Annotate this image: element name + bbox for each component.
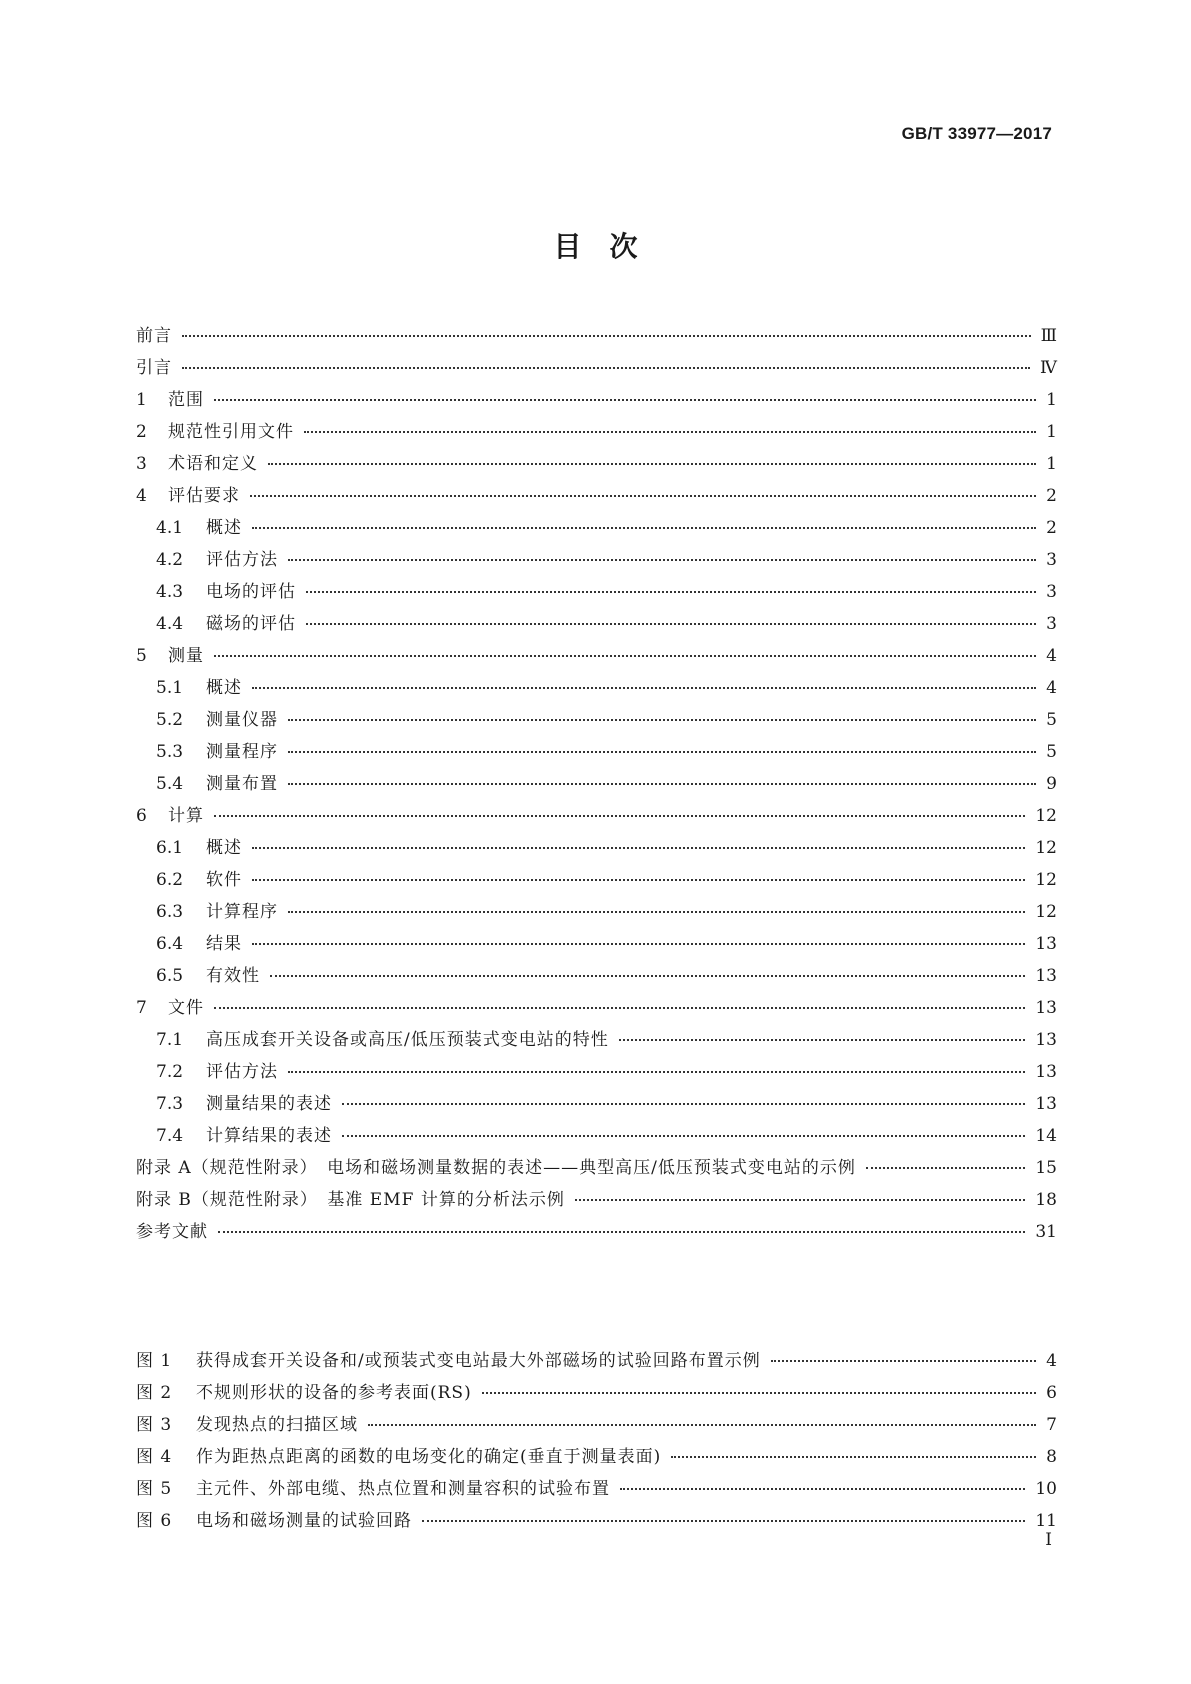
figure-entry[interactable] <box>136 1473 1057 1505</box>
standard-number: GB/T 33977—2017 <box>901 124 1052 143</box>
toc-entry-label: 有效性 <box>206 966 260 986</box>
toc-entry-page: 31 <box>1035 1222 1057 1242</box>
toc-entry-label: 磁场的评估 <box>206 614 296 634</box>
dot-leader <box>288 718 1036 721</box>
toc-entry-label: 测量仪器 <box>206 710 278 730</box>
toc-entry-label: 概述 <box>206 678 242 698</box>
dot-leader <box>288 910 1025 913</box>
dot-leader <box>252 942 1025 945</box>
toc-entry-number: 5.1 <box>156 678 184 698</box>
toc-entry-label: 评估要求 <box>168 486 240 506</box>
toc-entry[interactable] <box>136 1184 1057 1216</box>
toc-entry-label: 测量 <box>168 646 204 666</box>
toc-entry-page: 3 <box>1046 614 1057 634</box>
figure-entry-page: 8 <box>1046 1447 1057 1467</box>
dot-leader <box>368 1423 1036 1426</box>
dot-leader <box>214 654 1036 657</box>
figure-entry-label: 获得成套开关设备和/或预装式变电站最大外部磁场的试验回路布置示例 <box>196 1351 761 1371</box>
toc-entry-label: 概述 <box>206 518 242 538</box>
toc-entry-page: 15 <box>1035 1158 1057 1178</box>
figure-entry-number: 图 2 <box>136 1383 173 1403</box>
toc-entry-page: 13 <box>1035 1062 1057 1082</box>
dot-leader <box>306 590 1036 593</box>
toc-entry-page: 3 <box>1046 550 1057 570</box>
toc-entry[interactable] <box>136 928 1057 960</box>
toc-entry-label: 计算程序 <box>206 902 278 922</box>
dot-leader <box>252 526 1036 529</box>
figure-entry[interactable] <box>136 1409 1057 1441</box>
toc-entry[interactable] <box>136 448 1057 480</box>
toc-entry-label: 评估方法 <box>206 1062 278 1082</box>
toc-entry[interactable] <box>136 544 1057 576</box>
figure-entry-number: 图 1 <box>136 1351 173 1371</box>
toc-entry-label: 引言 <box>136 358 172 378</box>
toc-entry-page: 2 <box>1046 486 1057 506</box>
toc-entry-number: 5.4 <box>156 774 184 794</box>
toc-entry-label: 计算 <box>168 806 204 826</box>
toc-entry-page: 2 <box>1046 518 1057 538</box>
toc-entry-number: 5.2 <box>156 710 184 730</box>
toc-entry-page: 12 <box>1035 806 1057 826</box>
toc-entry-number: 4 <box>136 486 147 506</box>
figure-entry[interactable] <box>136 1441 1057 1473</box>
toc-entry-page: 1 <box>1046 390 1057 410</box>
dot-leader <box>218 1230 1025 1233</box>
dot-leader <box>482 1391 1036 1394</box>
dot-leader <box>268 462 1036 465</box>
dot-leader <box>422 1519 1025 1522</box>
toc-entry[interactable] <box>136 384 1057 416</box>
toc-entry-number: 6 <box>136 806 147 826</box>
toc-entry-label: 软件 <box>206 870 242 890</box>
toc-entry-page: Ⅳ <box>1040 358 1057 378</box>
toc-entry-label: 术语和定义 <box>168 454 258 474</box>
toc-entry-number: 2 <box>136 422 147 442</box>
toc-entry-number: 6.1 <box>156 838 184 858</box>
toc-entry[interactable] <box>136 896 1057 928</box>
toc-entry-number: 7.2 <box>156 1062 184 1082</box>
figure-entry[interactable] <box>136 1345 1057 1377</box>
toc-entry-number: 4.3 <box>156 582 184 602</box>
dot-leader <box>342 1102 1025 1105</box>
toc-entry-page: 12 <box>1035 902 1057 922</box>
figure-entry-page: 6 <box>1046 1383 1057 1403</box>
toc-entry[interactable] <box>136 608 1057 640</box>
figure-entry-label: 主元件、外部电缆、热点位置和测量容积的试验布置 <box>196 1479 610 1499</box>
toc-entry-page: 4 <box>1046 646 1057 666</box>
dot-leader <box>252 878 1025 881</box>
toc-entry-page: 12 <box>1035 838 1057 858</box>
figure-entry-label: 电场和磁场测量的试验回路 <box>196 1511 412 1531</box>
dot-leader <box>288 1070 1025 1073</box>
toc-entry[interactable] <box>136 832 1057 864</box>
table-of-contents <box>136 320 1057 1248</box>
toc-entry-number: 4.4 <box>156 614 184 634</box>
figure-entry-page: 10 <box>1035 1479 1057 1499</box>
toc-entry-number: 5.3 <box>156 742 184 762</box>
toc-entry[interactable] <box>136 864 1057 896</box>
toc-entry-page: 13 <box>1035 934 1057 954</box>
dot-leader <box>214 398 1036 401</box>
toc-entry[interactable] <box>136 960 1057 992</box>
toc-entry[interactable] <box>136 1216 1057 1248</box>
dot-leader <box>866 1166 1025 1169</box>
figure-entry-page: 11 <box>1035 1511 1057 1531</box>
toc-entry-label: 参考文献 <box>136 1222 208 1242</box>
dot-leader <box>671 1455 1036 1458</box>
toc-entry-label: 附录 A（规范性附录） 电场和磁场测量数据的表述——典型高压/低压预装式变电站的示例 <box>136 1158 856 1178</box>
toc-entry-page: 5 <box>1046 710 1057 730</box>
toc-entry[interactable] <box>136 320 1057 352</box>
figure-entry-number: 图 6 <box>136 1511 173 1531</box>
dot-leader <box>619 1038 1026 1041</box>
dot-leader <box>304 430 1036 433</box>
toc-entry-label: 规范性引用文件 <box>168 422 294 442</box>
toc-entry-number: 6.4 <box>156 934 184 954</box>
toc-entry-number: 7.3 <box>156 1094 184 1114</box>
toc-entry-label: 测量程序 <box>206 742 278 762</box>
toc-entry-page: 12 <box>1035 870 1057 890</box>
toc-entry[interactable] <box>136 352 1057 384</box>
figure-entry[interactable] <box>136 1377 1057 1409</box>
dot-leader <box>288 750 1036 753</box>
toc-entry-number: 6.5 <box>156 966 184 986</box>
figure-entry[interactable] <box>136 1505 1057 1537</box>
page-number: I <box>1045 1530 1052 1550</box>
figure-entry-label: 不规则形状的设备的参考表面(RS) <box>196 1383 472 1403</box>
toc-entry-number: 7.1 <box>156 1030 184 1050</box>
toc-entry-number: 6.2 <box>156 870 184 890</box>
toc-entry[interactable] <box>136 416 1057 448</box>
toc-entry[interactable] <box>136 704 1057 736</box>
toc-entry-page: 9 <box>1046 774 1057 794</box>
toc-entry[interactable] <box>136 992 1057 1024</box>
toc-entry-label: 测量结果的表述 <box>206 1094 332 1114</box>
dot-leader <box>182 334 1031 337</box>
toc-entry-label: 高压成套开关设备或高压/低压预装式变电站的特性 <box>206 1030 609 1050</box>
dot-leader <box>250 494 1036 497</box>
dot-leader <box>214 814 1025 817</box>
toc-entry-page: 13 <box>1035 966 1057 986</box>
figure-entry-page: 4 <box>1046 1351 1057 1371</box>
toc-entry-number: 6.3 <box>156 902 184 922</box>
toc-entry-label: 电场的评估 <box>206 582 296 602</box>
toc-entry-number: 3 <box>136 454 147 474</box>
toc-entry-label: 计算结果的表述 <box>206 1126 332 1146</box>
toc-entry[interactable] <box>136 640 1057 672</box>
toc-entry-number: 4.2 <box>156 550 184 570</box>
toc-entry-label: 前言 <box>136 326 172 346</box>
figure-entry-label: 发现热点的扫描区域 <box>196 1415 358 1435</box>
toc-entry-page: 1 <box>1046 454 1057 474</box>
toc-entry[interactable] <box>136 800 1057 832</box>
toc-entry-label: 测量布置 <box>206 774 278 794</box>
toc-entry-label: 评估方法 <box>206 550 278 570</box>
figure-entry-label: 作为距热点距离的函数的电场变化的确定(垂直于测量表面) <box>196 1447 662 1467</box>
toc-entry-number: 4.1 <box>156 518 184 538</box>
figure-entry-page: 7 <box>1046 1415 1057 1435</box>
toc-entry-page: 4 <box>1046 678 1057 698</box>
toc-entry-page: 3 <box>1046 582 1057 602</box>
dot-leader <box>575 1198 1026 1201</box>
toc-entry-label: 结果 <box>206 934 242 954</box>
toc-entry-page: 1 <box>1046 422 1057 442</box>
figure-entry-number: 图 4 <box>136 1447 173 1467</box>
page-title: 目 次 <box>553 230 638 263</box>
toc-entry-label: 文件 <box>168 998 204 1018</box>
toc-entry[interactable] <box>136 768 1057 800</box>
toc-entry-page: 5 <box>1046 742 1057 762</box>
toc-entry-page: 14 <box>1035 1126 1057 1146</box>
toc-entry-page: Ⅲ <box>1040 326 1057 346</box>
dot-leader <box>620 1487 1025 1490</box>
toc-entry-page: 18 <box>1035 1190 1057 1210</box>
toc-entry-label: 范围 <box>168 390 204 410</box>
toc-entry[interactable] <box>136 1056 1057 1088</box>
dot-leader <box>288 558 1036 561</box>
toc-entry-number: 7 <box>136 998 147 1018</box>
toc-entry-number: 5 <box>136 646 147 666</box>
toc-entry-label: 概述 <box>206 838 242 858</box>
toc-entry[interactable] <box>136 1120 1057 1152</box>
toc-entry[interactable] <box>136 1152 1057 1184</box>
toc-entry[interactable] <box>136 576 1057 608</box>
toc-entry[interactable] <box>136 512 1057 544</box>
dot-leader <box>252 686 1036 689</box>
dot-leader <box>288 782 1036 785</box>
dot-leader <box>342 1134 1025 1137</box>
dot-leader <box>771 1359 1036 1362</box>
toc-entry-number: 1 <box>136 390 147 410</box>
dot-leader <box>182 366 1030 369</box>
figure-list <box>136 1345 1057 1537</box>
dot-leader <box>252 846 1025 849</box>
toc-entry[interactable] <box>136 672 1057 704</box>
toc-entry[interactable] <box>136 1088 1057 1120</box>
toc-entry-label: 附录 B（规范性附录） 基准 EMF 计算的分析法示例 <box>136 1190 565 1210</box>
dot-leader <box>306 622 1036 625</box>
toc-entry-page: 13 <box>1035 998 1057 1018</box>
dot-leader <box>214 1006 1025 1009</box>
toc-entry[interactable] <box>136 1024 1057 1056</box>
toc-entry-page: 13 <box>1035 1030 1057 1050</box>
toc-entry-number: 7.4 <box>156 1126 184 1146</box>
figure-entry-number: 图 3 <box>136 1415 173 1435</box>
dot-leader <box>270 974 1025 977</box>
figure-entry-number: 图 5 <box>136 1479 173 1499</box>
toc-entry[interactable] <box>136 736 1057 768</box>
toc-entry[interactable] <box>136 480 1057 512</box>
toc-entry-page: 13 <box>1035 1094 1057 1114</box>
